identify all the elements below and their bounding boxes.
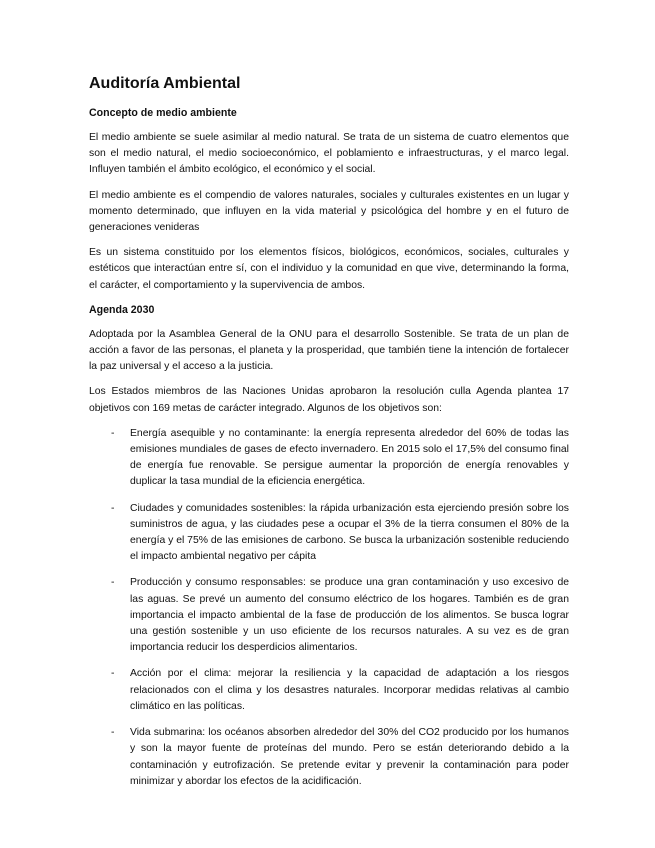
section-heading-medio-ambiente: Concepto de medio ambiente [89,107,237,119]
bullet-dash: - [111,427,115,439]
paragraph: Es un sistema constituido por los elementos físicos, biológicos, económicos, sociales, culturales y estéticos que interactúan entre sí, con el individuo y la comunidad en que vive, determinando la forma, el carácter, el comportamiento y la supervivencia de ambos. [89,247,569,291]
paragraph: El medio ambiente se suele asimilar al medio natural. Se trata de un sistema de cuatro elementos que son el medio natural, el medio socioeconómico, el poblamiento e infraestructuras, y el marco legal. Influyen también el ámbito ecológico, el económico y el social. [89,132,569,176]
objective-text: Producción y consumo responsables: se produce una gran contaminación y uso excesivo de las aguas. Se prevé un aumento del consumo eléctrico de los hogares. También es de gran importancia el impacto ambiental de la fase de producción de los alimentos. Se busca lograr una gestión sostenible y un uso eficiente de los recursos naturales. A su vez es de gran importancia reducir los desperdicios alimentarios. [130,577,569,654]
section-heading-agenda-2030: Agenda 2030 [89,303,155,316]
objective-text: Vida submarina: los océanos absorben alrededor del 30% del CO2 producido por los humanos y son la mayor fuente de proteínas del mundo. Pero se están deteriorando debido a la contaminación y eutrofización. Se pretende evitar y prevenir la contaminación para poder minimizar y abordar los efectos de la acidificación. [130,727,569,787]
paragraph: Adoptada por la Asamblea General de la ONU para el desarrollo Sostenible. Se trata de un plan de acción a favor de las personas, el planeta y la prosperidad, que también tiene la intención de fortalecer la paz universal y el acceso a la justicia. [89,328,569,373]
bullet-dash: - [111,668,115,680]
paragraph: El medio ambiente es el compendio de valores naturales, sociales y culturales existentes en un lugar y momento determinado, que influyen en la vida material y psicológica del hombre y en el futuro de generaciones venideras [89,189,569,234]
objective-text: Ciudades y comunidades sostenibles: la rápida urbanización esta ejerciendo presión sobre los suministros de agua, y las ciudades pese a ocupar el 3% de la tierra consumen el 80% de la energía y el 75% de las emisiones de carbono. Se busca la urbanización sostenible reduciendo el impacto ambiental negativo per cápita [130,502,569,563]
paragraph: Los Estados miembros de las Naciones Unidas aprobaron la resolución culla Agenda plantea 17 objetivos con 169 metas de carácter integrado. Algunos de los objetivos son: [89,386,569,414]
list-item [89,666,569,715]
objective-text: Acción por el clima: mejorar la resiliencia y la capacidad de adaptación a los riesgos relacionados con el clima y los desastres naturales. Incorporar medidas relativas al cambio climático en las políticas. [130,668,569,712]
bullet-dash: - [111,577,115,589]
objective-text: Energía asequible y no contaminante: la energía representa alrededor del 60% de todas las emisiones mundiales de gases de efecto invernadero. En 2015 solo el 17,5% del consumo final de energía fue renovable. Se persigue aumentar la proporción de energía renovables y duplicar la tasa mundial de la eficiencia energética. [130,427,569,488]
objectives-list [89,426,569,790]
list-item [89,575,569,656]
list-item [89,725,569,790]
bullet-dash: - [111,502,115,514]
document-title: Auditoría Ambiental [89,75,241,92]
list-item [89,426,569,491]
list-item [89,501,569,566]
bullet-dash: - [111,727,115,739]
